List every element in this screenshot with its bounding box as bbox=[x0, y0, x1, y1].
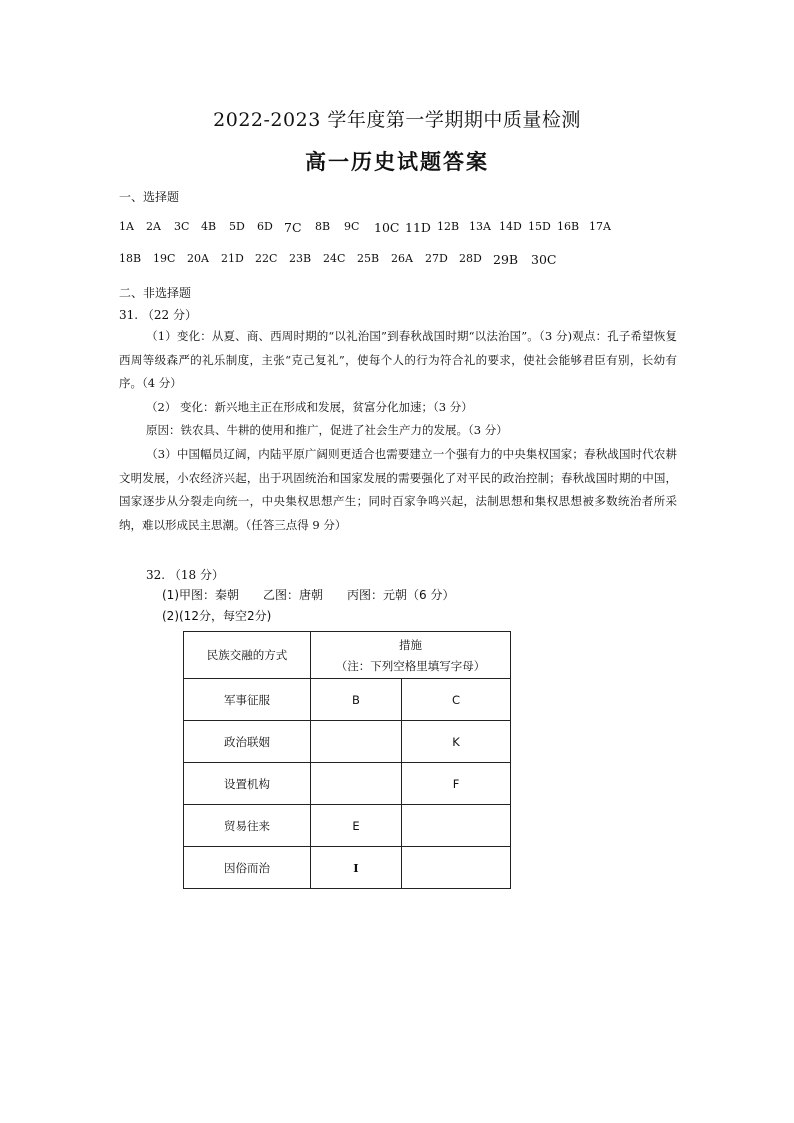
answer-item: 28D bbox=[459, 252, 482, 265]
q32-label: 32. （18 分） bbox=[146, 568, 224, 582]
answer-row-1 bbox=[119, 220, 617, 235]
answer-item: 10C bbox=[374, 220, 400, 235]
table-row: 军事征服 B C bbox=[184, 679, 511, 721]
section2-heading: 二、非选择题 bbox=[119, 286, 192, 300]
answer-item: 3C bbox=[174, 220, 190, 233]
answer-item: 13A bbox=[469, 220, 491, 233]
q32-part2-label: (2)(12分，每空2分) bbox=[162, 609, 272, 623]
table-header-method: 民族交融的方式 bbox=[184, 632, 311, 679]
answer-item: 6D bbox=[257, 220, 273, 233]
answer-item: 20A bbox=[187, 252, 209, 265]
answer-item: 23B bbox=[289, 252, 312, 265]
answer-item: 25B bbox=[357, 252, 380, 265]
table-row: 设置机构 F bbox=[184, 763, 511, 805]
answer-row-2 bbox=[119, 252, 565, 267]
answer-item: 12B bbox=[437, 220, 460, 233]
answer-item: 2A bbox=[146, 220, 161, 233]
q31-label: 31. （22 分） bbox=[119, 308, 197, 322]
document-subtitle: 高一历史试题答案 bbox=[305, 149, 489, 174]
table-row: 因俗而治 I bbox=[184, 847, 511, 889]
answer-item: 21D bbox=[221, 252, 244, 265]
q31-part1: （1）变化：从夏、商、西周时期的“以礼治国”到春秋战国时期“以法治国”。（3 分)观点：孔子希望恢复西周等级森严的礼乐制度，主张“克己复礼”，使每个人的行为符合礼的要求，使社会能够君臣有别，长幼有序。（4 分） bbox=[119, 329, 677, 390]
answer-item: 9C bbox=[344, 220, 360, 233]
answer-item: 8B bbox=[315, 220, 331, 233]
table-row: 政治联姻 K bbox=[184, 721, 511, 763]
answer-item: 15D bbox=[528, 220, 551, 233]
table-row: 贸易往来 E bbox=[184, 805, 511, 847]
q31-part2: （2） 变化：新兴地主正在形成和发展，贫富分化加速；（3 分） bbox=[146, 400, 473, 414]
answer-item: 24C bbox=[323, 252, 346, 265]
answer-item: 5D bbox=[229, 220, 245, 233]
answer-item: 16B bbox=[557, 220, 580, 233]
answer-item: 30C bbox=[531, 252, 557, 267]
ethnic-integration-table bbox=[183, 631, 511, 889]
section1-heading: 一、选择题 bbox=[119, 190, 180, 204]
answer-item: 11D bbox=[405, 220, 431, 235]
answer-item: 7C bbox=[284, 220, 302, 235]
answer-item: 4B bbox=[201, 220, 217, 233]
answer-item: 18B bbox=[119, 252, 142, 265]
table-header-measures: 措施 （注：下列空格里填写字母） bbox=[311, 632, 511, 679]
q32-part1: (1)甲图：秦朝 乙图：唐朝 丙图：元朝（6 分） bbox=[162, 588, 455, 602]
answer-item: 29B bbox=[493, 252, 519, 267]
answer-item: 1A bbox=[119, 220, 134, 233]
answer-item: 27D bbox=[425, 252, 448, 265]
answer-item: 19C bbox=[153, 252, 176, 265]
answer-item: 22C bbox=[255, 252, 278, 265]
answer-item: 17A bbox=[589, 220, 611, 233]
q31-part3: （3）中国幅员辽阔，内陆平原广阔则更适合也需要建立一个强有力的中央集权国家；春秋战国时代农耕文明发展，小农经济兴起，出于巩固统治和国家发展的需要强化了对平民的政治控制；春秋战国时期的中国，国家逐步从分裂走向统一，中央集权思想产生；同时百家争鸣兴起，法制思想和集权思想被多数统治者所采纳，难以形成民主思潮。（任答三点得 9 分） bbox=[119, 447, 677, 532]
document-title: 2022-2023 学年度第一学期期中质量检测 bbox=[213, 109, 581, 131]
q31-part2-reason: 原因：铁农具、牛耕的使用和推广，促进了社会生产力的发展。（3 分） bbox=[146, 423, 508, 437]
answer-item: 14D bbox=[499, 220, 522, 233]
answer-item: 26A bbox=[391, 252, 413, 265]
